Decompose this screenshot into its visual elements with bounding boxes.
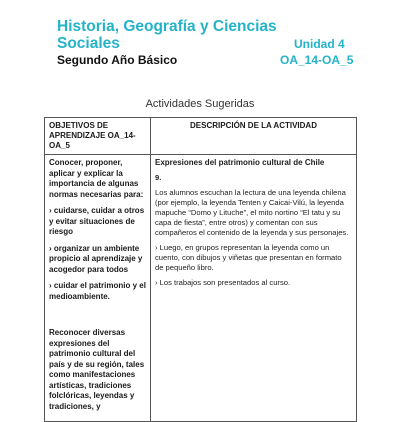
subject-title-line2: Sociales [57, 35, 120, 52]
grade-label: Segundo Año Básico [57, 53, 178, 67]
subject-title-line1: Historia, Geografía y Ciencias [57, 18, 277, 35]
objective-item: › cuidarse, cuidar a otros y evitar situaciones de riesgo [49, 206, 145, 236]
header-row-3 [57, 53, 357, 69]
table-row [45, 155, 357, 422]
activity-paragraph: › Los trabajos son presentados al curso. [155, 278, 291, 287]
table-header-row [45, 118, 357, 155]
objective-intro: Conocer, proponer, aplicar y explicar la importancia de algunas normas necesarias para: [49, 158, 144, 199]
description-header: DESCRIPCIÓN DE LA ACTIVIDAD [151, 118, 357, 155]
activity-title: Expresiones del patrimonio cultural de Chile [155, 158, 325, 167]
objective-heritage: Reconocer diversas expresiones del patrimonio cultural del país y de su región, tales como manifestaciones artísticas, tradiciones folclóricas, leyendas y tradiciones, y [49, 328, 145, 411]
activity-number: 9. [155, 173, 162, 182]
objectives-header: OBJETIVOS DE APRENDIZAJE OA_14-OA_5 [45, 118, 151, 155]
description-cell [151, 155, 357, 422]
activity-paragraph: Los alumnos escuchan la lectura de una leyenda chilena (por ejemplo, la leyenda Tenten y Caicai-Vilú, la leyenda mapuche “Domo y Lituche”, el mito nortino “El tatu y su capa de fiesta”, entre otros) y comentan con sus compañeros el contenido de la leyenda y sus personajes. [155, 188, 349, 237]
unit-label: Unidad 4 [294, 37, 345, 51]
oa-range-label: OA_14-OA_5 [280, 53, 354, 67]
activities-table [44, 117, 357, 422]
header-row-2 [57, 35, 357, 52]
section-title: Actividades Sugeridas [145, 98, 255, 110]
document-header [57, 18, 357, 69]
objectives-cell [45, 155, 151, 422]
objective-item: › cuidar el patrimonio y el medioambiente. [49, 281, 146, 301]
activity-paragraph: › Luego, en grupos representan la leyenda como un cuento, con dibujos y viñetas que presentan en formato de pequeño libro. [155, 243, 342, 272]
objective-item: › organizar un ambiente propicio al aprendizaje y acogedor para todos [49, 243, 143, 274]
